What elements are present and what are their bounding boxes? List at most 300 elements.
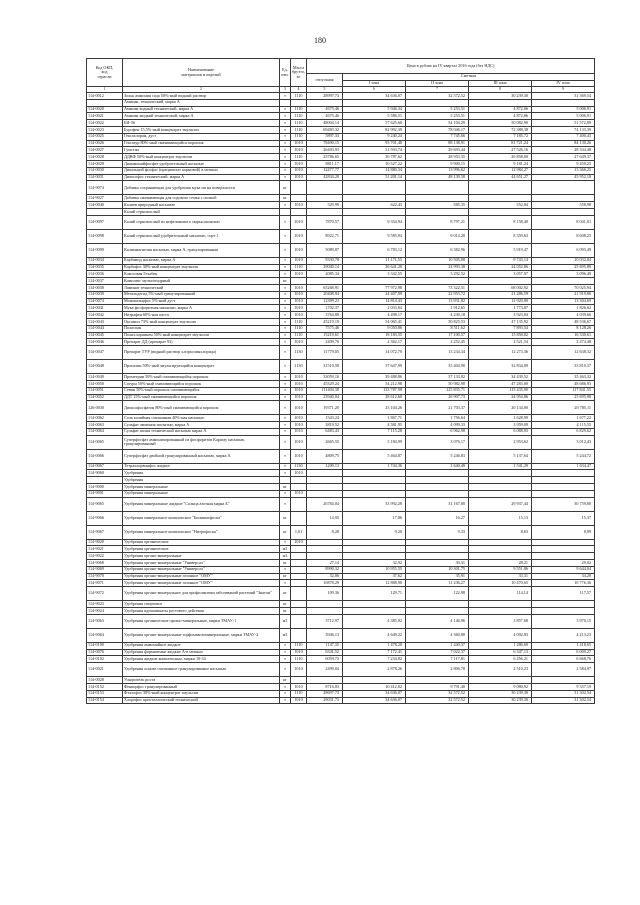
table-row — [87, 257, 595, 264]
row-name: Калий сернокислый из нефелинового сырья насыпью — [123, 215, 280, 229]
row-zone-4-price: 6 093,49 — [532, 243, 595, 257]
row-zone-3-price: 30 239,30 — [469, 697, 532, 704]
header-estimate: Сметная — [343, 74, 595, 81]
row-mass — [291, 546, 307, 553]
row-mass: 1110 — [291, 656, 307, 663]
row-zone-1-price — [343, 99, 406, 106]
row-zone-3-price: 7 185,72 — [469, 133, 532, 140]
row-name: Удобрения минеральное комплексное "Нитрофоска" — [123, 525, 280, 539]
table-row — [87, 539, 595, 546]
table-row — [87, 346, 595, 360]
row-mass: 1010 — [291, 435, 307, 449]
row-unit: т — [280, 318, 291, 325]
header-zone-2: II зона — [406, 80, 469, 87]
row-code: 114-0038 — [87, 284, 123, 291]
row-zone-3-price: 2 521,54 — [469, 339, 532, 346]
row-unit: кг — [280, 587, 291, 601]
table-row — [87, 243, 595, 257]
row-name: Суперфосфат аммонизированный из фосфоритов Каратау насыпью, гранулированный — [123, 435, 280, 449]
row-zone-4-price: 9 450,25 — [532, 160, 595, 167]
row-mass — [291, 580, 307, 587]
row-from-price — [307, 208, 343, 215]
table-row — [87, 140, 595, 147]
row-zone-1-price — [343, 601, 406, 608]
row-zone-2-price: 32 572,52 — [406, 697, 469, 704]
row-zone-1-price: 1 867,71 — [343, 415, 406, 422]
row-zone-4-price: 34,28 — [532, 573, 595, 580]
row-zone-4-price: 51 572,89 — [532, 120, 595, 127]
row-unit — [280, 208, 291, 215]
row-name: Удобрения органические — [123, 546, 280, 553]
row-zone-1-price: 9 050,86 — [343, 325, 406, 332]
row-from-price: 9330,78 — [307, 257, 343, 264]
row-zone-2-price: 2 252,45 — [406, 339, 469, 346]
row-zone-2-price: 21 703,37 — [406, 401, 469, 415]
row-mass: 1110 — [291, 126, 307, 133]
row-code: 114-9024 — [87, 608, 123, 615]
row-name: Удобрения жидкие комплексные, марки 10-34 — [123, 656, 280, 663]
row-zone-3-price: 5 137,64 — [469, 449, 532, 463]
row-from-price: 23940,04 — [307, 394, 343, 401]
row-zone-1-price: 7 115,28 — [343, 428, 406, 435]
row-zone-3-price: 3 057,97 — [469, 271, 532, 278]
row-zone-4-price: 8,89 — [532, 525, 595, 539]
row-mass — [291, 208, 307, 215]
row-unit: кг — [280, 278, 291, 285]
table-body — [87, 93, 595, 704]
row-zone-3-price: 9 080,92 — [469, 684, 532, 691]
row-name: Нитрафен 60%-ная паста — [123, 312, 280, 319]
row-from-price — [307, 195, 343, 202]
table-row — [87, 642, 595, 649]
row-mass — [291, 278, 307, 285]
row-zone-4-price — [532, 484, 595, 491]
row-zone-3-price: 81 721,24 — [469, 140, 532, 147]
row-zone-2-price: 37 133,82 — [406, 374, 469, 381]
table-row — [87, 435, 595, 449]
row-zone-4-price: 25 695,88 — [532, 394, 595, 401]
row-name: Удобрения аммонийное жидкое — [123, 642, 280, 649]
row-from-price: 2499,04 — [307, 663, 343, 677]
row-unit: т — [280, 449, 291, 463]
row-code: 114-0022 — [87, 120, 123, 127]
row-mass: 1010 — [291, 663, 307, 677]
row-mass — [291, 601, 307, 608]
row-zone-1-price — [343, 608, 406, 615]
row-zone-3-price: 8 158,40 — [469, 215, 532, 229]
row-zone-1-price — [343, 195, 406, 202]
row-unit: кг — [280, 560, 291, 567]
row-name: Хлорофос кристаллический технический — [123, 697, 280, 704]
row-name: БИ-56 — [123, 120, 280, 127]
row-zone-1-price: 14 814,43 — [343, 298, 406, 305]
row-zone-3-price: 47 283,00 — [469, 380, 532, 387]
row-zone-2-price: 73 322,51 — [406, 284, 469, 291]
row-code: 114-9071 — [87, 580, 123, 587]
row-zone-4-price: 10 776,36 — [532, 580, 595, 587]
table-row — [87, 215, 595, 229]
table-row — [87, 649, 595, 656]
row-zone-1-price: 9 585,94 — [343, 229, 406, 243]
row-unit: т — [280, 415, 291, 422]
row-code: 114-0044 — [87, 325, 123, 332]
row-unit: т — [280, 325, 291, 332]
table-row — [87, 147, 595, 154]
row-unit: т — [280, 113, 291, 120]
row-zone-1-price: 5 586,51 — [343, 113, 406, 120]
row-zone-1-price: 2 362,17 — [343, 339, 406, 346]
row-zone-3-price: 30 239,30 — [469, 690, 532, 697]
row-zone-4-price — [532, 278, 595, 285]
row-code: 114-0031 — [87, 174, 123, 181]
row-code: 114-0100 — [87, 642, 123, 649]
row-zone-3-price: 32 834,09 — [469, 360, 532, 374]
row-zone-3-price: 15 858,82 — [469, 332, 532, 339]
row-zone-2-price: 2 806,78 — [406, 663, 469, 677]
row-unit: т — [280, 649, 291, 656]
row-code: 114-9070 — [87, 573, 123, 580]
row-zone-2-price: 6 382,96 — [406, 243, 469, 257]
row-code: 114-0030 — [87, 167, 123, 174]
row-name: Удобрения органические — [123, 539, 280, 546]
row-zone-1-price: 133 787,98 — [343, 387, 406, 394]
row-name: Сульфат калия технический насыпью марка А — [123, 428, 280, 435]
row-zone-1-price: 24 407,99 — [343, 291, 406, 298]
row-name: Сульфат аммония насыпью, марка А — [123, 422, 280, 429]
row-mass: 1,01 — [291, 525, 307, 539]
row-zone-4-price: 2 584,97 — [532, 663, 595, 677]
row-zone-3-price — [469, 99, 532, 106]
header-name-line2: материалов и изделий — [181, 71, 221, 77]
row-name: Калий сернокислый — [123, 208, 280, 215]
header-price-title: Цена в рублях на IV квартал 2016 года (без НДС) — [307, 59, 595, 74]
row-name: Удобрения органические органо-минеральные, марки ТМАУ-1 — [123, 614, 280, 628]
row-zone-4-price: 117,57 — [532, 587, 595, 601]
row-zone-3-price: 9 551,86 — [469, 566, 532, 573]
row-zone-3-price: 1 541,29 — [469, 463, 532, 470]
row-code — [87, 477, 123, 484]
row-unit: кг — [280, 677, 291, 684]
row-zone-1-price: 34 636,07 — [343, 697, 406, 704]
row-unit: т — [280, 93, 291, 100]
row-name: Бурофен 15,5%-ный концентрат эмульсии — [123, 126, 280, 133]
row-zone-4-price: 5 006,91 — [532, 113, 595, 120]
row-from-price: 12399,23 — [307, 298, 343, 305]
row-zone-2-price: 32 572,52 — [406, 93, 469, 100]
row-code — [87, 99, 123, 106]
row-zone-3-price: 20 134,00 — [469, 401, 532, 415]
row-zone-2-price: 35 404,90 — [406, 360, 469, 374]
row-code: 114-9064 — [87, 628, 123, 642]
row-code: 114-9065 — [87, 497, 123, 511]
row-unit: т — [280, 215, 291, 229]
row-zone-1-price: 77 972,98 — [343, 284, 406, 291]
row-code: 114-0065 — [87, 435, 123, 449]
row-mass: 1110 — [291, 154, 307, 161]
header-mass-line2: брутто, — [292, 69, 306, 75]
row-zone-2-price: 7 745,66 — [406, 133, 469, 140]
table-row — [87, 360, 595, 374]
row-code: 114-9066 — [87, 511, 123, 525]
row-zone-1-price: 1 478,20 — [343, 642, 406, 649]
row-unit: кг — [280, 511, 291, 525]
table-row — [87, 614, 595, 628]
row-unit: т — [280, 380, 291, 387]
row-mass — [291, 628, 307, 642]
row-unit: т — [280, 305, 291, 312]
row-zone-2-price: 22 953,72 — [406, 291, 469, 298]
row-from-price — [307, 539, 343, 546]
table-row — [87, 284, 595, 291]
row-zone-3-price — [469, 677, 532, 684]
table-row — [87, 690, 595, 697]
row-zone-3-price: 552,84 — [469, 202, 532, 209]
row-zone-2-price: 13 931,82 — [406, 298, 469, 305]
row-code: 114-0012 — [87, 93, 123, 100]
row-zone-4-price: 12 638,32 — [532, 346, 595, 360]
row-zone-3-price — [469, 546, 532, 553]
row-code: 114-0062 — [87, 415, 123, 422]
row-zone-3-price: 3 959,09 — [469, 422, 532, 429]
row-zone-2-price: 31 167,00 — [406, 497, 469, 511]
row-zone-2-price: 50 825,53 — [406, 318, 469, 325]
row-unit: т — [280, 428, 291, 435]
row-zone-1-price: 82 992,39 — [343, 126, 406, 133]
row-unit: м3 — [280, 628, 291, 642]
row-from-price: 7575,46 — [307, 325, 343, 332]
row-from-price: 6483,43 — [307, 428, 343, 435]
row-zone-3-price: 6 088,93 — [469, 428, 532, 435]
row-name: Ускоритель роста — [123, 677, 280, 684]
row-zone-3-price: 6 456,21 — [469, 656, 532, 663]
row-mass: 1010 — [291, 380, 307, 387]
row-code: 114-9000 — [87, 484, 123, 491]
table-row — [87, 656, 595, 663]
row-unit: м3 — [280, 614, 291, 628]
row-zone-4-price: 74 133,39 — [532, 126, 595, 133]
row-zone-1-price — [343, 677, 406, 684]
row-zone-1-price: 3 342,55 — [343, 271, 406, 278]
header-name — [123, 59, 280, 87]
row-zone-1-price: 5 946,34 — [343, 106, 406, 113]
row-from-price: 15219,61 — [307, 332, 343, 339]
row-from-price: 3946,13 — [307, 628, 343, 642]
row-zone-2-price: 8 511,62 — [406, 325, 469, 332]
row-name: Удобрения — [123, 477, 280, 484]
row-mass: 1010 — [291, 167, 307, 174]
row-code: 114-0098 — [87, 229, 123, 243]
header-num-1: 1 — [87, 87, 123, 93]
row-zone-4-price: 10 032,84 — [532, 257, 595, 264]
row-code: 114-0034 — [87, 257, 123, 264]
row-code: 114-0067 — [87, 463, 123, 470]
row-from-price: 31510,58 — [307, 360, 343, 374]
page-number: 180 — [314, 36, 326, 45]
row-unit: т — [280, 490, 291, 497]
row-name: Сатурн 50%-ный смачивающийся порошок — [123, 380, 280, 387]
table-row — [87, 490, 595, 497]
row-zone-3-price: 10 470,65 — [469, 580, 532, 587]
row-mass: 1010 — [291, 257, 307, 264]
row-zone-1-price: 7 234,82 — [343, 656, 406, 663]
row-mass: 1010 — [291, 470, 307, 477]
row-code: 114-9074 — [87, 181, 123, 195]
row-zone-2-price: 4 360,88 — [406, 628, 469, 642]
table-row — [87, 449, 595, 463]
row-name: Пропазин 50%-ный эмульгирующийся концентрат — [123, 360, 280, 374]
row-from-price: 1147,35 — [307, 642, 343, 649]
row-name: Фенкорфос гранулированный — [123, 684, 280, 691]
row-code: 114-0036 — [87, 271, 123, 278]
table-row — [87, 305, 595, 312]
row-zone-3-price: 6 347,13 — [469, 649, 532, 656]
row-zone-1-price: 54 065,41 — [343, 318, 406, 325]
row-unit: т — [280, 298, 291, 305]
row-code: 114-0023 — [87, 126, 123, 133]
row-name: Удобрения минеральные жидкие "Солнца азотная марка Б" — [123, 497, 280, 511]
row-name: Удобрения органо-минеральные газонное "ОМУ" — [123, 573, 280, 580]
row-unit: кг — [280, 608, 291, 615]
row-zone-1-price: 28 612,60 — [343, 394, 406, 401]
row-zone-2-price: 1 912,65 — [406, 305, 469, 312]
row-unit: т — [280, 690, 291, 697]
table-row — [87, 663, 595, 677]
row-mass: 1010 — [291, 428, 307, 435]
row-zone-4-price: 29,02 — [532, 560, 595, 567]
row-name: Зольк аммония сода 50%-ный водный раствор — [123, 93, 280, 100]
row-name: Метальдегид 5%-ный гранулированный — [123, 291, 280, 298]
row-zone-3-price: 21 286,59 — [469, 291, 532, 298]
row-zone-4-price — [532, 601, 595, 608]
row-name: Удобрения органо-минеральные газонное "ОМУ" — [123, 580, 280, 587]
row-zone-4-price: 70 025,94 — [532, 284, 595, 291]
header-num-7: 7 — [406, 87, 469, 93]
row-code: 114-0046 — [87, 339, 123, 346]
row-code: 114-9027 — [87, 195, 123, 202]
row-zone-2-price — [406, 608, 469, 615]
row-zone-3-price: 4 872,06 — [469, 106, 532, 113]
row-zone-1-price: 6 783,12 — [343, 243, 406, 257]
row-from-price: 109,36 — [307, 587, 343, 601]
row-unit: т — [280, 360, 291, 374]
row-zone-4-price: 4 213,23 — [532, 628, 595, 642]
row-code: 114-9068 — [87, 560, 123, 567]
row-mass: 1010 — [291, 401, 307, 415]
row-zone-1-price: 14 072,70 — [343, 346, 406, 360]
row-unit: т — [280, 346, 291, 360]
row-from-price: 69483,32 — [307, 126, 343, 133]
row-zone-3-price — [469, 490, 532, 497]
row-zone-1-price: 129,71 — [343, 587, 406, 601]
row-zone-2-price: 3 076,17 — [406, 435, 469, 449]
row-unit — [280, 477, 291, 484]
row-zone-4-price: 6 009,27 — [532, 649, 595, 656]
table-row — [87, 628, 595, 642]
row-unit: т — [280, 106, 291, 113]
table-row — [87, 566, 595, 573]
row-mass: 1010 — [291, 243, 307, 257]
row-mass: 1010 — [291, 284, 307, 291]
table-row — [87, 325, 595, 332]
row-zone-4-price — [532, 490, 595, 497]
row-zone-3-price: 47 135,92 — [469, 318, 532, 325]
row-zone-4-price: 21 919,86 — [532, 291, 595, 298]
row-unit: т — [280, 394, 291, 401]
row-zone-4-price: 8 608,25 — [532, 229, 595, 243]
row-zone-4-price: 6 668,76 — [532, 656, 595, 663]
row-code: 114-0037 — [87, 278, 123, 285]
row-unit: т — [280, 140, 291, 147]
row-zone-1-price — [343, 181, 406, 195]
row-zone-3-price: 2 510,23 — [469, 663, 532, 677]
row-zone-1-price: 11 171,55 — [343, 257, 406, 264]
row-zone-4-price: 558,98 — [532, 202, 595, 209]
row-zone-2-price: 24 993,38 — [406, 264, 469, 271]
row-zone-4-price: 2 474,48 — [532, 339, 595, 346]
row-zone-4-price: 13 304,69 — [532, 298, 595, 305]
row-zone-4-price — [532, 608, 595, 615]
table-row — [87, 120, 595, 127]
row-code: 114-0041 — [87, 305, 123, 312]
row-from-price — [307, 601, 343, 608]
row-from-price — [307, 278, 343, 285]
row-zone-4-price: 31 302,54 — [532, 697, 595, 704]
row-zone-1-price: 2 878,26 — [343, 663, 406, 677]
row-from-price: 10878,29 — [307, 580, 343, 587]
row-from-price: 45219,19 — [307, 318, 343, 325]
row-zone-1-price — [343, 490, 406, 497]
row-zone-4-price: 7 400,43 — [532, 133, 595, 140]
row-zone-3-price: 9 181,24 — [469, 160, 532, 167]
row-zone-4-price: 30 759,80 — [532, 497, 595, 511]
row-from-price: 12477,77 — [307, 167, 343, 174]
row-zone-4-price: 3 970,15 — [532, 614, 595, 628]
row-mass — [291, 497, 307, 511]
row-zone-4-price: 1 634,47 — [532, 463, 595, 470]
row-zone-1-price — [343, 484, 406, 491]
row-code: 114-0040 — [87, 202, 123, 209]
row-from-price: 26784,04 — [307, 497, 343, 511]
row-zone-1-price: 51 201,14 — [343, 174, 406, 181]
row-code: 114-0097 — [87, 215, 123, 229]
row-unit: т — [280, 264, 291, 271]
row-zone-2-price: 11 236,27 — [406, 580, 469, 587]
row-mass: 1010 — [291, 649, 307, 656]
row-zone-1-price: 31 593,74 — [343, 147, 406, 154]
table-row — [87, 374, 595, 381]
row-zone-2-price: 13 234,34 — [406, 346, 469, 360]
row-zone-1-price — [343, 208, 406, 215]
row-name: Удобрения органо-минеральные "Универсал" — [123, 566, 280, 573]
row-zone-2-price: 585,35 — [406, 202, 469, 209]
row-name: Препарат ДД (препарат 93) — [123, 339, 280, 346]
row-unit: т — [280, 243, 291, 257]
row-unit: т — [280, 284, 291, 291]
row-mass: 1010 — [291, 374, 307, 381]
row-code: 114-0064 — [87, 428, 123, 435]
row-zone-1-price: 4 649,22 — [343, 628, 406, 642]
row-from-price: 1209,13 — [307, 463, 343, 470]
row-name: Дикальций фосфат (преципитат кормовой) в мешках — [123, 167, 280, 174]
row-unit: т — [280, 120, 291, 127]
row-code: 114-0045 — [87, 332, 123, 339]
row-zone-2-price: 9 791,40 — [406, 684, 469, 691]
row-zone-2-price — [406, 484, 469, 491]
row-zone-3-price: 5 919,47 — [469, 243, 532, 257]
row-zone-4-price: 9 357,19 — [532, 684, 595, 691]
row-zone-3-price: 12 984,27 — [469, 167, 532, 174]
row-from-price: 3712,97 — [307, 614, 343, 628]
